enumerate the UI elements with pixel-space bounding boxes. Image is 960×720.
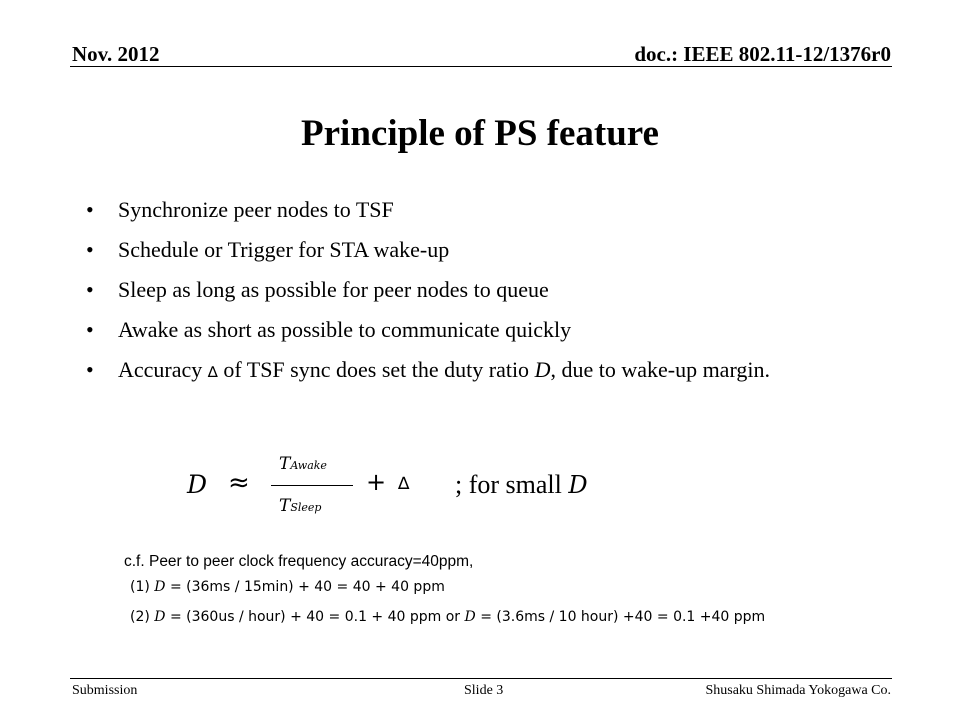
math-var-D: D [568, 471, 588, 499]
cf-title: c.f. Peer to peer clock frequency accuracy=40ppm, [124, 553, 474, 570]
bullet-list [80, 196, 880, 398]
example-expression: = (36ms / 15min) + 40 = 40 + 40 ppm [165, 579, 445, 595]
bullet-text: Accuracy [118, 357, 208, 382]
condition-text: ; for small [455, 470, 569, 499]
example-expression: = (3.6ms / 10 hour) +40 = 0.1 +40 ppm [475, 609, 766, 625]
bullet-marker: • [86, 357, 94, 382]
denominator-subscript: Sleep [290, 501, 322, 514]
example-expression: = (360us / hour) + 40 = 0.1 + 40 ppm or [165, 609, 465, 625]
header-doc-id: doc.: IEEE 802.11-12/1376r0 [634, 42, 891, 66]
bullet-text: Schedule or Trigger for STA wake-up [118, 237, 450, 262]
bullet-marker: • [86, 277, 94, 302]
plus-symbol: + [366, 468, 387, 496]
bullet-text: Sleep as long as possible for peer nodes to queue [118, 277, 549, 302]
bullet-item [80, 236, 880, 264]
bullet-item [80, 196, 880, 224]
approx-symbol: ≈ [228, 468, 250, 498]
example-number: (2) [130, 609, 155, 625]
slide-title: Principle of PS feature [301, 113, 659, 154]
bullet-item [80, 356, 880, 386]
cf-example-1 [130, 579, 445, 595]
cf-example-2 [130, 609, 765, 625]
delta-symbol: ∆ [398, 474, 410, 494]
bullet-marker: • [86, 197, 94, 222]
header-divider [70, 66, 892, 67]
footer-slide-number: Slide 3 [464, 683, 504, 698]
fraction-numerator [279, 454, 327, 474]
delta-symbol: ∆ [207, 363, 218, 381]
bullet-text: Synchronize peer nodes to TSF [118, 197, 394, 222]
math-var-D: D [154, 579, 166, 595]
fraction-denominator [279, 496, 321, 516]
formula-condition [455, 470, 588, 500]
duty-ratio-formula [0, 450, 960, 530]
math-var-D: D [154, 609, 166, 625]
footer-submission: Submission [72, 683, 138, 698]
cf-note [124, 553, 766, 625]
bullet-marker: • [86, 237, 94, 262]
bullet-item [80, 276, 880, 304]
header-date: Nov. 2012 [72, 42, 160, 66]
math-var-D: D [534, 357, 551, 382]
denominator-T: T [279, 496, 291, 516]
bullet-text: of TSF sync does set the duty ratio [217, 357, 535, 382]
footer-divider [70, 678, 892, 679]
formula-lhs: D [187, 470, 208, 499]
bullet-marker: • [86, 317, 94, 342]
bullet-text: Awake as short as possible to communicate quickly [118, 317, 572, 342]
numerator-T: T [279, 454, 291, 474]
example-number: (1) [130, 579, 155, 595]
footer-author: Shusaku Shimada Yokogawa Co. [705, 683, 891, 698]
numerator-subscript: Awake [290, 459, 327, 472]
math-var-D: D [464, 609, 476, 625]
bullet-item [80, 316, 880, 344]
fraction-bar [271, 485, 353, 486]
bullet-text: , due to wake-up margin. [550, 357, 770, 382]
